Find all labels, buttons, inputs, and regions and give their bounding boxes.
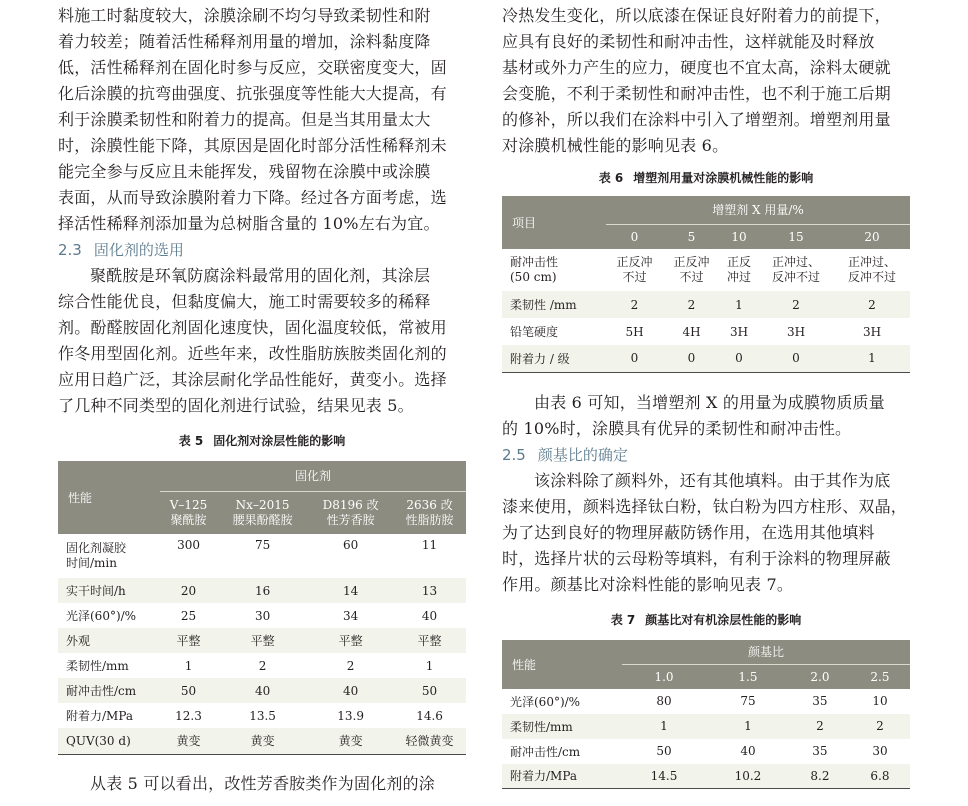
row-label: 柔韧性 /mm [502,291,606,318]
table-column-header: 0 [606,224,663,249]
text-line: 冷热发生变化，所以底漆在保证良好附着力的前提下， [502,6,891,25]
row-label: 柔韧性/mm [58,653,160,678]
table-cell: 1 [834,345,910,372]
text-line: 由表 6 可知，当增塑剂 X 的用量为成膜物质质量 [534,392,885,412]
table-cell: 80 [622,689,706,714]
table-column-header: V–125 聚酰胺 [160,491,217,534]
table-cell: 60 [308,534,393,578]
text-line: 利于涂膜柔韧性和附着力的提高。但是当其用量太大 [58,110,431,129]
table-cell: 40 [308,678,393,703]
row-label: 柔韧性/mm [502,714,622,739]
left-paragraph-3 [58,771,466,797]
text-line: 能完全参与反应且未能挥发，残留物在涂膜中或涂膜 [58,162,431,181]
table-row [58,534,466,578]
table-cell: 30 [217,603,308,628]
table-cell: 50 [622,739,706,764]
text-line: 表面，从而导致涂膜附着力下降。经过各方面考虑，选 [58,188,447,207]
table-row [502,714,910,739]
text-line: 了几种不同类型的固化剂进行试验，结果见表 5。 [58,396,414,415]
table-cell: 1 [393,653,466,678]
table-caption-text: 固化剂对涂层性能的影响 [213,434,346,448]
table-cell: 40 [393,603,466,628]
text-line: 时，涂膜性能下降，其原因是固化时部分活性稀释剂未 [58,136,447,155]
table-number: 表 7 [610,612,636,627]
text-line: 从表 5 可以看出，改性芳香胺类作为固化剂的涂 [90,773,435,793]
table-cell: 50 [393,678,466,703]
table-row [502,318,910,345]
table-cell: 4H [663,318,720,345]
table-row [58,653,466,678]
table-column-header: 2636 改 性脂肪胺 [393,491,466,534]
table-5 [58,461,466,755]
table-row [502,739,910,764]
row-label: QUV(30 d) [58,728,160,754]
row-label: 固化剂凝胶 时间/min [58,534,160,578]
table-cell: 3H [758,318,834,345]
section-heading-2-3 [58,237,466,263]
table-cell: 40 [706,739,790,764]
table-caption-text: 颜基比对有机涂层性能的影响 [645,612,802,627]
section-number: 2.3 [58,241,82,259]
table-cell: 2 [834,291,910,318]
table-row [502,764,910,789]
table-column-header: D8196 改 性芳香胺 [308,491,393,534]
text-line: 的 10%时，涂膜具有优异的柔韧性和耐冲击性。 [502,418,852,438]
table-row-header: 性能 [58,461,160,534]
text-line: 低，活性稀释剂在固化时参与反应，交联密度变大，固 [58,58,447,77]
section-number: 2.5 [502,445,526,464]
table-cell: 13 [393,578,466,603]
table-cell: 10.2 [706,764,790,789]
table-cell: 3H [720,318,758,345]
row-label: 耐冲击性/cm [58,678,160,703]
table-cell: 75 [706,689,790,714]
table-cell: 5H [606,318,663,345]
text-line: 基材或外力产生的应力，硬度也不宜太高，涂料太硬就 [502,58,891,77]
table-cell: 2 [790,714,850,739]
table-cell: 16 [217,578,308,603]
table-row [58,628,466,653]
row-label: 铅笔硬度 [502,318,606,345]
table-cell: 2 [850,714,910,739]
table-cell: 1 [160,653,217,678]
table-row [502,291,910,318]
table-cell: 3H [834,318,910,345]
right-paragraph-1 [502,3,910,159]
row-label: 附着力/MPa [502,764,622,789]
table-cell: 平整 [308,628,393,653]
table-number: 表 6 [598,171,624,185]
left-paragraph-2 [58,263,466,419]
table-group-header: 增塑剂 X 用量/% [606,196,910,224]
table-cell: 11 [393,534,466,578]
text-line: 着力较差；随着活性稀释剂用量的增加，涂料黏度降 [58,32,431,51]
table-cell: 2 [758,291,834,318]
text-line: 聚酰胺是环氧防腐涂料最常用的固化剂，其涂层 [90,266,431,285]
section-title: 固化剂的选用 [93,241,184,259]
table-caption-text: 增塑剂用量对涂膜机械性能的影响 [633,171,814,185]
text-line: 作冬用型固化剂。近些年来，改性脂肪族胺类固化剂的 [58,344,447,363]
table-cell: 0 [663,345,720,372]
row-label: 实干时间/h [58,578,160,603]
table-row [502,345,910,372]
table-cell: 2 [308,653,393,678]
text-line: 时，选择片状的云母粉等填料，有利于涂料的物理屏蔽 [502,548,891,568]
table-cell: 正冲过、 反冲不过 [834,249,910,291]
text-line: 剂。酚醛胺固化剂固化速度快，固化温度较低，常被用 [58,318,447,337]
table-cell: 0 [606,345,663,372]
table-cell: 黄变 [308,728,393,754]
right-column [502,0,910,789]
table-cell: 40 [217,678,308,703]
table-column-header: 1.5 [706,665,790,689]
table-cell: 35 [790,739,850,764]
table-row [58,678,466,703]
table-cell: 20 [160,578,217,603]
table-cell: 25 [160,603,217,628]
table-6 [502,196,910,373]
table-cell: 13.9 [308,703,393,728]
table-5-caption [58,432,466,449]
table-column-header: 2.5 [850,665,910,689]
table-cell: 2 [606,291,663,318]
left-paragraph-1 [58,3,466,237]
table-row [502,249,910,291]
text-line: 对涂膜机械性能的影响见表 6。 [502,136,729,155]
table-cell: 2 [217,653,308,678]
table-cell: 30 [850,739,910,764]
table-cell: 75 [217,534,308,578]
table-row-header: 项目 [502,196,606,249]
text-line: 为了达到良好的物理屏蔽防锈作用，在选用其他填料 [502,522,875,542]
text-line: 的修补，所以我们在涂料中引入了增塑剂。增塑剂用量 [502,110,891,129]
table-cell: 6.8 [850,764,910,789]
table-7-caption [502,611,910,628]
row-label: 附着力 / 级 [502,345,606,372]
text-line: 作用。颜基比对涂料性能的影响见表 7。 [502,574,794,594]
table-row [58,603,466,628]
table-column-header: 10 [720,224,758,249]
table-row [58,703,466,728]
table-column-header: 1.0 [622,665,706,689]
table-row [58,578,466,603]
table-row-header: 性能 [502,640,622,689]
table-column-header: 5 [663,224,720,249]
section-heading-2-5 [502,442,910,468]
right-paragraph-2 [502,390,910,442]
table-cell: 12.3 [160,703,217,728]
table-group-header: 颜基比 [622,640,910,665]
table-number: 表 5 [178,434,204,448]
table-cell: 10 [850,689,910,714]
table-cell: 黄变 [160,728,217,754]
table-cell: 35 [790,689,850,714]
table-column-header: 20 [834,224,910,249]
table-group-header: 固化剂 [160,461,466,491]
text-line: 综合性能优良，但黏度偏大，施工时需要较多的稀释 [58,292,431,311]
table-column-header: 15 [758,224,834,249]
row-label: 附着力/MPa [58,703,160,728]
table-cell: 13.5 [217,703,308,728]
text-line: 会变脆，不利于柔韧性和耐冲击性，也不利于施工后期 [502,84,891,103]
table-cell: 0 [720,345,758,372]
text-line: 择活性稀释剂添加量为总树脂含量的 10%左右为宜。 [58,214,440,233]
table-row [58,728,466,754]
text-line: 化后涂膜的抗弯曲强度、抗张强度等性能大大提高，有 [58,84,447,103]
right-paragraph-3 [502,468,910,598]
text-line: 应具有良好的柔韧性和耐冲击性，这样就能及时释放 [502,32,875,51]
table-cell: 平整 [217,628,308,653]
table-cell: 平整 [160,628,217,653]
row-label: 耐冲击性/cm [502,739,622,764]
table-cell: 1 [720,291,758,318]
table-cell: 300 [160,534,217,578]
table-cell: 正反 冲过 [720,249,758,291]
table-cell: 50 [160,678,217,703]
table-cell: 8.2 [790,764,850,789]
table-cell: 黄变 [217,728,308,754]
section-title: 颜基比的确定 [537,445,628,464]
row-label: 外观 [58,628,160,653]
table-7 [502,640,910,790]
row-label: 光泽(60°)/% [58,603,160,628]
table-cell: 平整 [393,628,466,653]
table-cell: 14.6 [393,703,466,728]
table-cell: 2 [663,291,720,318]
table-column-header: 2.0 [790,665,850,689]
table-cell: 正反冲 不过 [606,249,663,291]
table-column-header: Nx–2015 腰果酚醛胺 [217,491,308,534]
table-cell: 正冲过、 反冲不过 [758,249,834,291]
text-line: 料施工时黏度较大，涂膜涂刷不均匀导致柔韧性和附 [58,6,431,25]
text-line: 该涂料除了颜料外，还有其他填料。由于其作为底 [534,470,891,490]
text-line: 漆来使用，颜料选择钛白粉，钛白粉为四方柱形、双晶， [502,496,908,516]
left-column [58,0,466,797]
table-row [502,689,910,714]
table-cell: 34 [308,603,393,628]
table-cell: 1 [706,714,790,739]
table-cell: 正反冲 不过 [663,249,720,291]
table-cell: 轻微黄变 [393,728,466,754]
table-cell: 0 [758,345,834,372]
row-label: 光泽(60°)/% [502,689,622,714]
table-cell: 14 [308,578,393,603]
text-line: 应用日趋广泛，其涂层耐化学品性能好，黄变小。选择 [58,370,447,389]
row-label: 耐冲击性 (50 cm) [502,249,606,291]
table-cell: 1 [622,714,706,739]
table-cell: 14.5 [622,764,706,789]
table-6-caption [502,169,910,186]
